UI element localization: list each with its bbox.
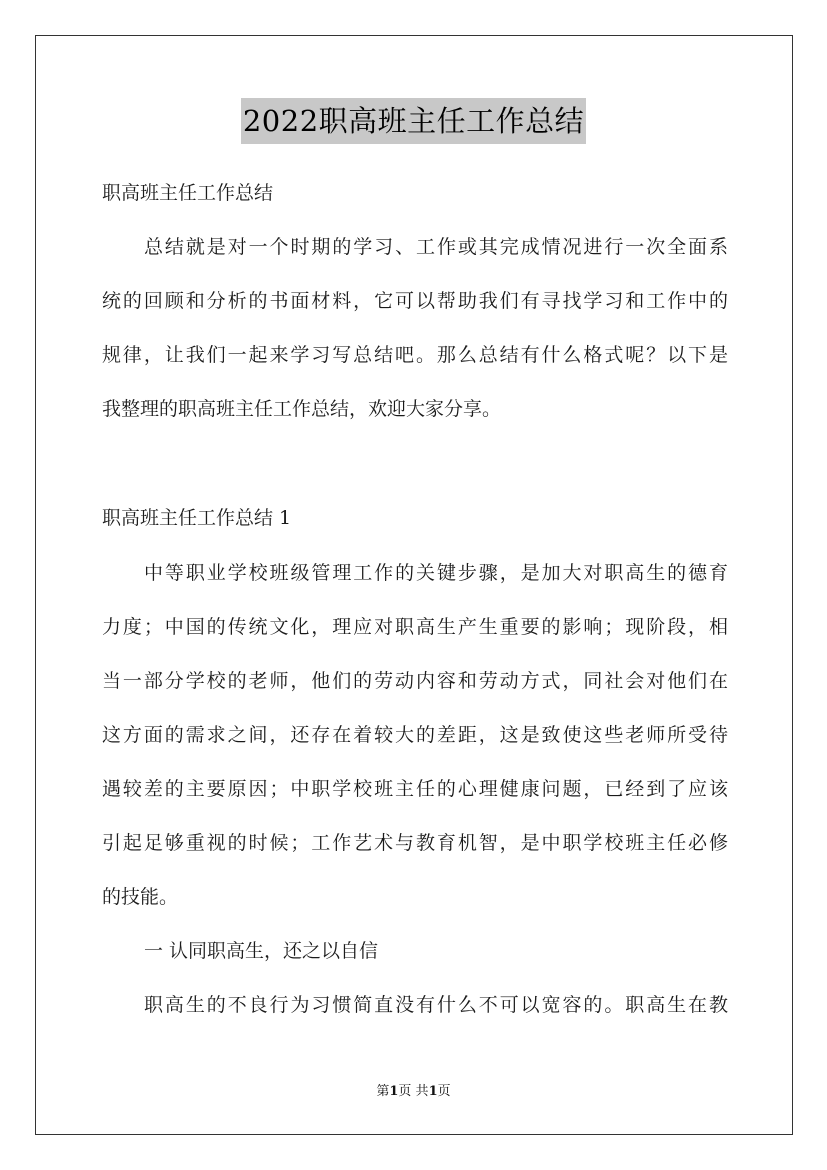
document-title: 2022职高班主任工作总结 xyxy=(241,98,586,144)
body-line: 中等职业学校班级管理工作的关键步骤，是加大对职高生的德育 xyxy=(144,562,728,584)
body-line: 引起足够重视的时候；工作艺术与教育机智，是中职学校班主任必修 xyxy=(102,832,728,854)
body-line: 这方面的需求之间，还存在着较大的差距，这是致使这些老师所受待 xyxy=(102,724,728,746)
footer-mid: 页 共 xyxy=(398,1084,429,1099)
footer-page-total: 1 xyxy=(428,1084,438,1099)
intro-line: 统的回顾和分析的书面材料，它可以帮助我们有寻找学习和工作中的 xyxy=(102,290,728,312)
footer-prefix: 第 xyxy=(376,1084,390,1099)
intro-line: 总结就是对一个时期的学习、工作或其完成情况进行一次全面系 xyxy=(144,236,728,258)
title-container xyxy=(0,98,827,144)
body-line: 的技能。 xyxy=(102,886,179,908)
body-line: 当一部分学校的老师，他们的劳动内容和劳动方式，同社会对他们在 xyxy=(102,670,728,692)
footer-page-number: 1 xyxy=(389,1084,399,1099)
section-heading: 职高班主任工作总结 1 xyxy=(102,507,292,529)
page-footer xyxy=(0,1083,827,1101)
subsection-heading: 一 认同职高生，还之以自信 xyxy=(144,940,379,962)
intro-line: 规律，让我们一起来学习写总结吧。那么总结有什么格式呢？以下是 xyxy=(102,344,728,366)
body-line: 职高生的不良行为习惯简直没有什么不可以宽容的。职高生在教 xyxy=(144,994,728,1016)
body-line: 遇较差的主要原因；中职学校班主任的心理健康问题，已经到了应该 xyxy=(102,778,728,800)
intro-line: 我整理的职高班主任工作总结，欢迎大家分享。 xyxy=(102,398,502,420)
footer-suffix: 页 xyxy=(437,1084,451,1099)
section-heading: 职高班主任工作总结 xyxy=(102,182,274,204)
body-line: 力度；中国的传统文化，理应对职高生产生重要的影响；现阶段，相 xyxy=(102,616,728,638)
